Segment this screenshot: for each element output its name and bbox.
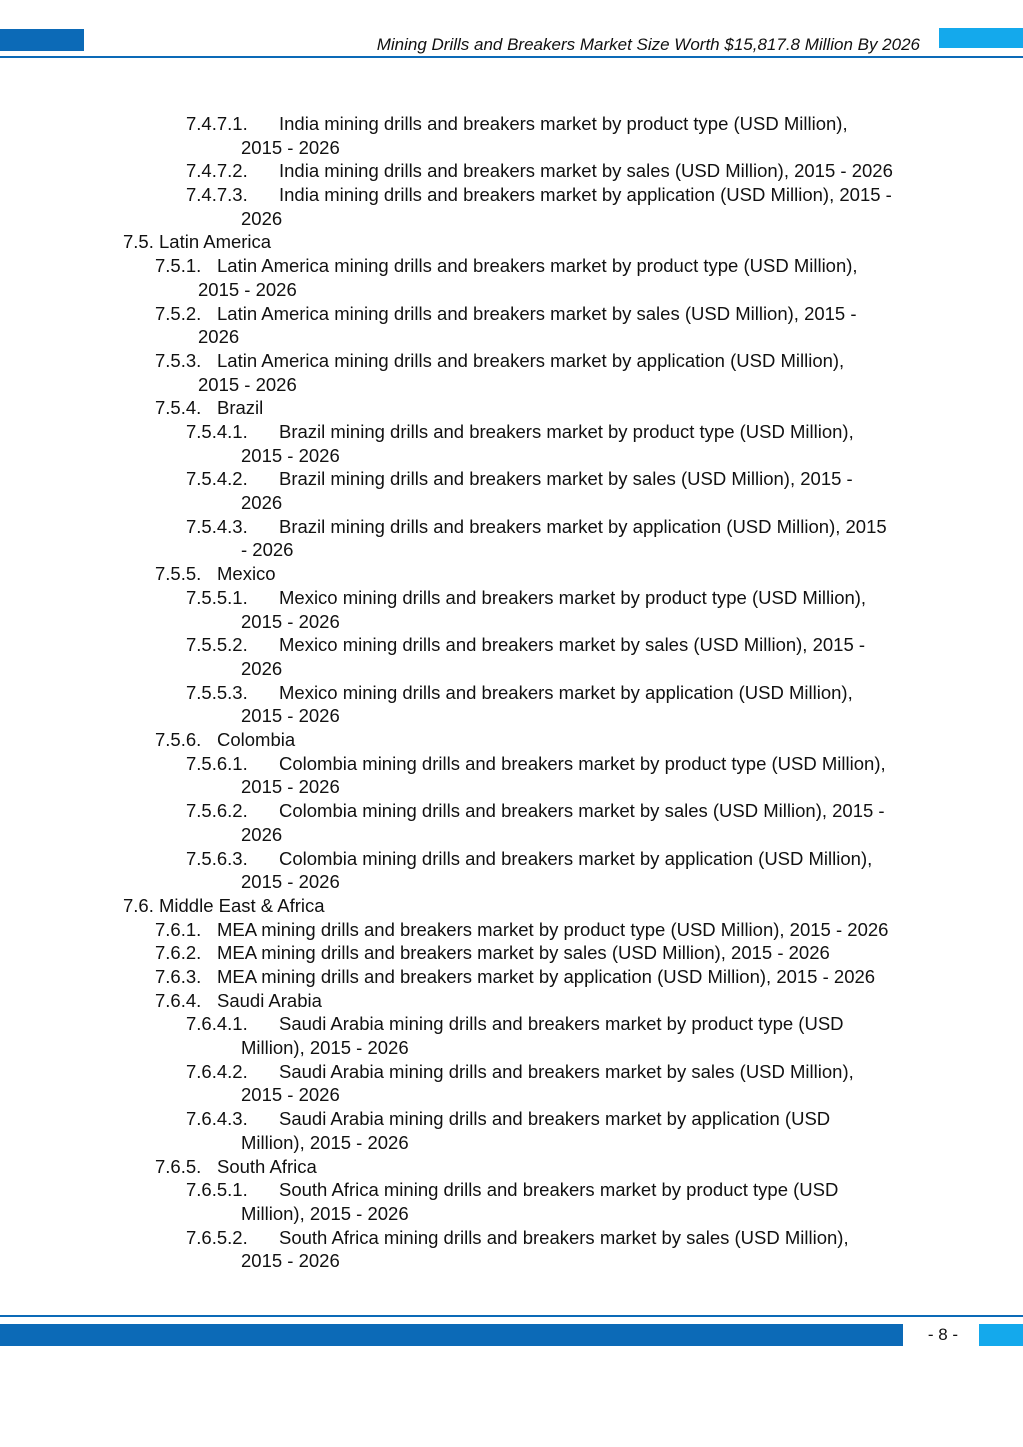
toc-entry-number: 7.6.4. bbox=[155, 989, 202, 1011]
toc-entry-text-continued: 2015 - 2026 bbox=[241, 705, 340, 727]
toc-entry-text-continued: 2015 - 2026 bbox=[241, 776, 340, 798]
toc-entry-number: 7.5.5.3. bbox=[186, 681, 248, 703]
header-rule bbox=[0, 56, 1023, 58]
toc-entry-text: Brazil mining drills and breakers market by sales (USD Million), 2015 - bbox=[279, 468, 853, 490]
toc-entry-text-continued: 2026 bbox=[241, 207, 283, 229]
toc-entry-text-continued: 2015 - 2026 bbox=[241, 1084, 340, 1106]
toc-entry-text: Saudi Arabia mining drills and breakers market by sales (USD Million), bbox=[279, 1060, 854, 1082]
toc-entry-number: 7.6.4.2. bbox=[186, 1060, 248, 1082]
toc-entry-text: MEA mining drills and breakers market by application (USD Million), 2015 - 2026 bbox=[217, 965, 876, 987]
toc-entry-text: Colombia mining drills and breakers market by application (USD Million), bbox=[279, 847, 873, 869]
toc-entry bbox=[0, 894, 1023, 918]
toc-entry-number: 7.5.6.3. bbox=[186, 847, 248, 869]
toc-entry bbox=[0, 799, 1023, 846]
toc-entry-number: 7.6.3. bbox=[155, 965, 202, 987]
toc-entry bbox=[0, 752, 1023, 799]
toc-entry-text-continued: 2026 bbox=[241, 492, 283, 514]
toc-entry-text-continued: Million), 2015 - 2026 bbox=[241, 1202, 409, 1224]
toc-entry bbox=[0, 420, 1023, 467]
toc-entry-number: 7.5.4. bbox=[155, 397, 202, 419]
toc-entry-number: 7.4.7.1. bbox=[186, 113, 248, 134]
toc-entry bbox=[0, 728, 1023, 752]
toc-entry-number: 7.4.7.3. bbox=[186, 184, 248, 206]
toc-entry bbox=[0, 941, 1023, 965]
toc-entry-text: South Africa bbox=[217, 1155, 317, 1177]
toc-entry bbox=[0, 681, 1023, 728]
toc-entry-number: 7.5.2. bbox=[155, 302, 202, 324]
toc-entry-number: 7.4.7.2. bbox=[186, 160, 248, 182]
toc-entry bbox=[0, 254, 1023, 301]
footer-accent-block-right bbox=[979, 1324, 1023, 1346]
toc-entry-number: 7.5.6.2. bbox=[186, 800, 248, 822]
toc-entry-text: South Africa mining drills and breakers market by product type (USD bbox=[279, 1179, 839, 1201]
header-accent-block-left bbox=[0, 29, 84, 51]
toc-entry-text-continued: 2015 - 2026 bbox=[241, 1250, 340, 1272]
toc-entry-text: India mining drills and breakers market by sales (USD Million), 2015 - 2026 bbox=[279, 160, 893, 182]
toc-entry bbox=[0, 183, 1023, 230]
toc-entry-text-continued: 2015 - 2026 bbox=[241, 444, 340, 466]
toc-entry bbox=[0, 1012, 1023, 1059]
toc-entry-number: 7.5.5.2. bbox=[186, 634, 248, 656]
toc-entry bbox=[0, 918, 1023, 942]
toc-entry bbox=[0, 159, 1023, 183]
toc-entry-text-continued: 2015 - 2026 bbox=[241, 610, 340, 632]
toc-entry bbox=[0, 965, 1023, 989]
toc-entry-text-continued: - 2026 bbox=[241, 539, 294, 561]
toc-entry-number: 7.6.4.1. bbox=[186, 1013, 248, 1035]
toc-entry-number: 7.5.5. bbox=[155, 563, 202, 585]
toc-entry bbox=[0, 467, 1023, 514]
toc-entry bbox=[0, 302, 1023, 349]
running-header-title: Mining Drills and Breakers Market Size Worth $15,817.8 Million By 2026 bbox=[376, 35, 920, 54]
toc-entry-text: India mining drills and breakers market by application (USD Million), 2015 - bbox=[279, 184, 892, 206]
toc-entry-number: 7.5.4.3. bbox=[186, 515, 248, 537]
toc-entry-number: 7.5.1. bbox=[155, 255, 202, 277]
toc-entry-text: Colombia bbox=[217, 729, 296, 751]
toc-entry-text-continued: 2015 - 2026 bbox=[241, 871, 340, 893]
toc-heading bbox=[123, 230, 271, 254]
toc-entry bbox=[0, 562, 1023, 586]
toc-entry-text: India mining drills and breakers market by product type (USD Million), bbox=[279, 113, 848, 134]
toc-entry-text: MEA mining drills and breakers market by product type (USD Million), 2015 - 2026 bbox=[217, 918, 889, 940]
toc-entry-number: 7.6.5.2. bbox=[186, 1226, 248, 1248]
toc-entry-number: 7.5.4.2. bbox=[186, 468, 248, 490]
toc-entry-text: Brazil bbox=[217, 397, 264, 419]
header-accent-block-right bbox=[939, 28, 1023, 48]
toc-entry-number: 7.6.1. bbox=[155, 918, 202, 940]
toc-entry-text: Latin America mining drills and breakers market by sales (USD Million), 2015 - bbox=[217, 302, 857, 324]
toc-entry bbox=[0, 515, 1023, 562]
toc-entry bbox=[0, 112, 1023, 159]
table-of-contents bbox=[0, 112, 1023, 1273]
toc-entry-text: Middle East & Africa bbox=[159, 894, 325, 916]
toc-entry-text-continued: 2026 bbox=[198, 326, 240, 348]
toc-entry-text-continued: 2015 - 2026 bbox=[198, 373, 297, 395]
toc-entry-text: MEA mining drills and breakers market by sales (USD Million), 2015 - 2026 bbox=[217, 942, 830, 964]
toc-entry-number: 7.5.5.1. bbox=[186, 586, 248, 608]
toc-entry bbox=[0, 1178, 1023, 1225]
toc-entry-number: 7.5.3. bbox=[155, 349, 202, 371]
toc-entry-number: 7.5.6. bbox=[155, 729, 202, 751]
toc-entry-number: 7.6.2. bbox=[155, 942, 202, 964]
toc-entry bbox=[0, 1107, 1023, 1154]
footer-accent-bar bbox=[0, 1324, 903, 1346]
toc-entry-text: Latin America mining drills and breakers market by application (USD Million), bbox=[217, 349, 845, 371]
toc-entry bbox=[0, 586, 1023, 633]
toc-entry bbox=[0, 1226, 1023, 1273]
toc-entry-text-continued: Million), 2015 - 2026 bbox=[241, 1131, 409, 1153]
toc-entry-text: Mexico mining drills and breakers market by product type (USD Million), bbox=[279, 586, 867, 608]
toc-entry-text: Mexico bbox=[217, 563, 276, 585]
toc-entry-text-continued: 2015 - 2026 bbox=[241, 136, 340, 158]
toc-entry-number: 7.6.5. bbox=[155, 1155, 202, 1177]
toc-entry bbox=[0, 1155, 1023, 1179]
toc-entry-text: Mexico mining drills and breakers market by sales (USD Million), 2015 - bbox=[279, 634, 866, 656]
toc-entry-number: 7.6.4.3. bbox=[186, 1108, 248, 1130]
toc-entry-text: Latin America bbox=[159, 231, 272, 253]
toc-entry-text: Saudi Arabia bbox=[217, 989, 322, 1011]
toc-entry-number: 7.6. bbox=[123, 894, 154, 916]
toc-heading bbox=[123, 894, 325, 918]
toc-entry-text: Brazil mining drills and breakers market by application (USD Million), 2015 bbox=[279, 515, 887, 537]
toc-entry bbox=[0, 989, 1023, 1013]
toc-entry-text: Latin America mining drills and breakers market by product type (USD Million), bbox=[217, 255, 858, 277]
toc-entry-text-continued: 2026 bbox=[241, 823, 283, 845]
toc-entry-number: 7.5.6.1. bbox=[186, 752, 248, 774]
toc-entry-text: Colombia mining drills and breakers market by product type (USD Million), bbox=[279, 752, 886, 774]
toc-entry bbox=[0, 633, 1023, 680]
toc-entry bbox=[0, 349, 1023, 396]
toc-entry-text-continued: 2015 - 2026 bbox=[198, 278, 297, 300]
footer-rule bbox=[0, 1315, 1023, 1317]
toc-entry bbox=[0, 847, 1023, 894]
page-number: - 8 - bbox=[927, 1325, 959, 1344]
toc-entry-text-continued: Million), 2015 - 2026 bbox=[241, 1037, 409, 1059]
toc-entry-text: Mexico mining drills and breakers market by application (USD Million), bbox=[279, 681, 853, 703]
toc-entry-text: Brazil mining drills and breakers market by product type (USD Million), bbox=[279, 421, 854, 443]
toc-entry-text: Saudi Arabia mining drills and breakers market by product type (USD bbox=[279, 1013, 844, 1035]
toc-entry-text: Saudi Arabia mining drills and breakers market by application (USD bbox=[279, 1108, 831, 1130]
toc-entry-text: Colombia mining drills and breakers market by sales (USD Million), 2015 - bbox=[279, 800, 885, 822]
toc-entry-text: South Africa mining drills and breakers market by sales (USD Million), bbox=[279, 1226, 849, 1248]
toc-entry bbox=[0, 396, 1023, 420]
toc-entry-number: 7.5. bbox=[123, 231, 154, 253]
toc-entry-number: 7.5.4.1. bbox=[186, 421, 248, 443]
toc-entry-text-continued: 2026 bbox=[241, 657, 283, 679]
toc-entry bbox=[0, 1060, 1023, 1107]
toc-entry-number: 7.6.5.1. bbox=[186, 1179, 248, 1201]
toc-entry bbox=[0, 230, 1023, 254]
